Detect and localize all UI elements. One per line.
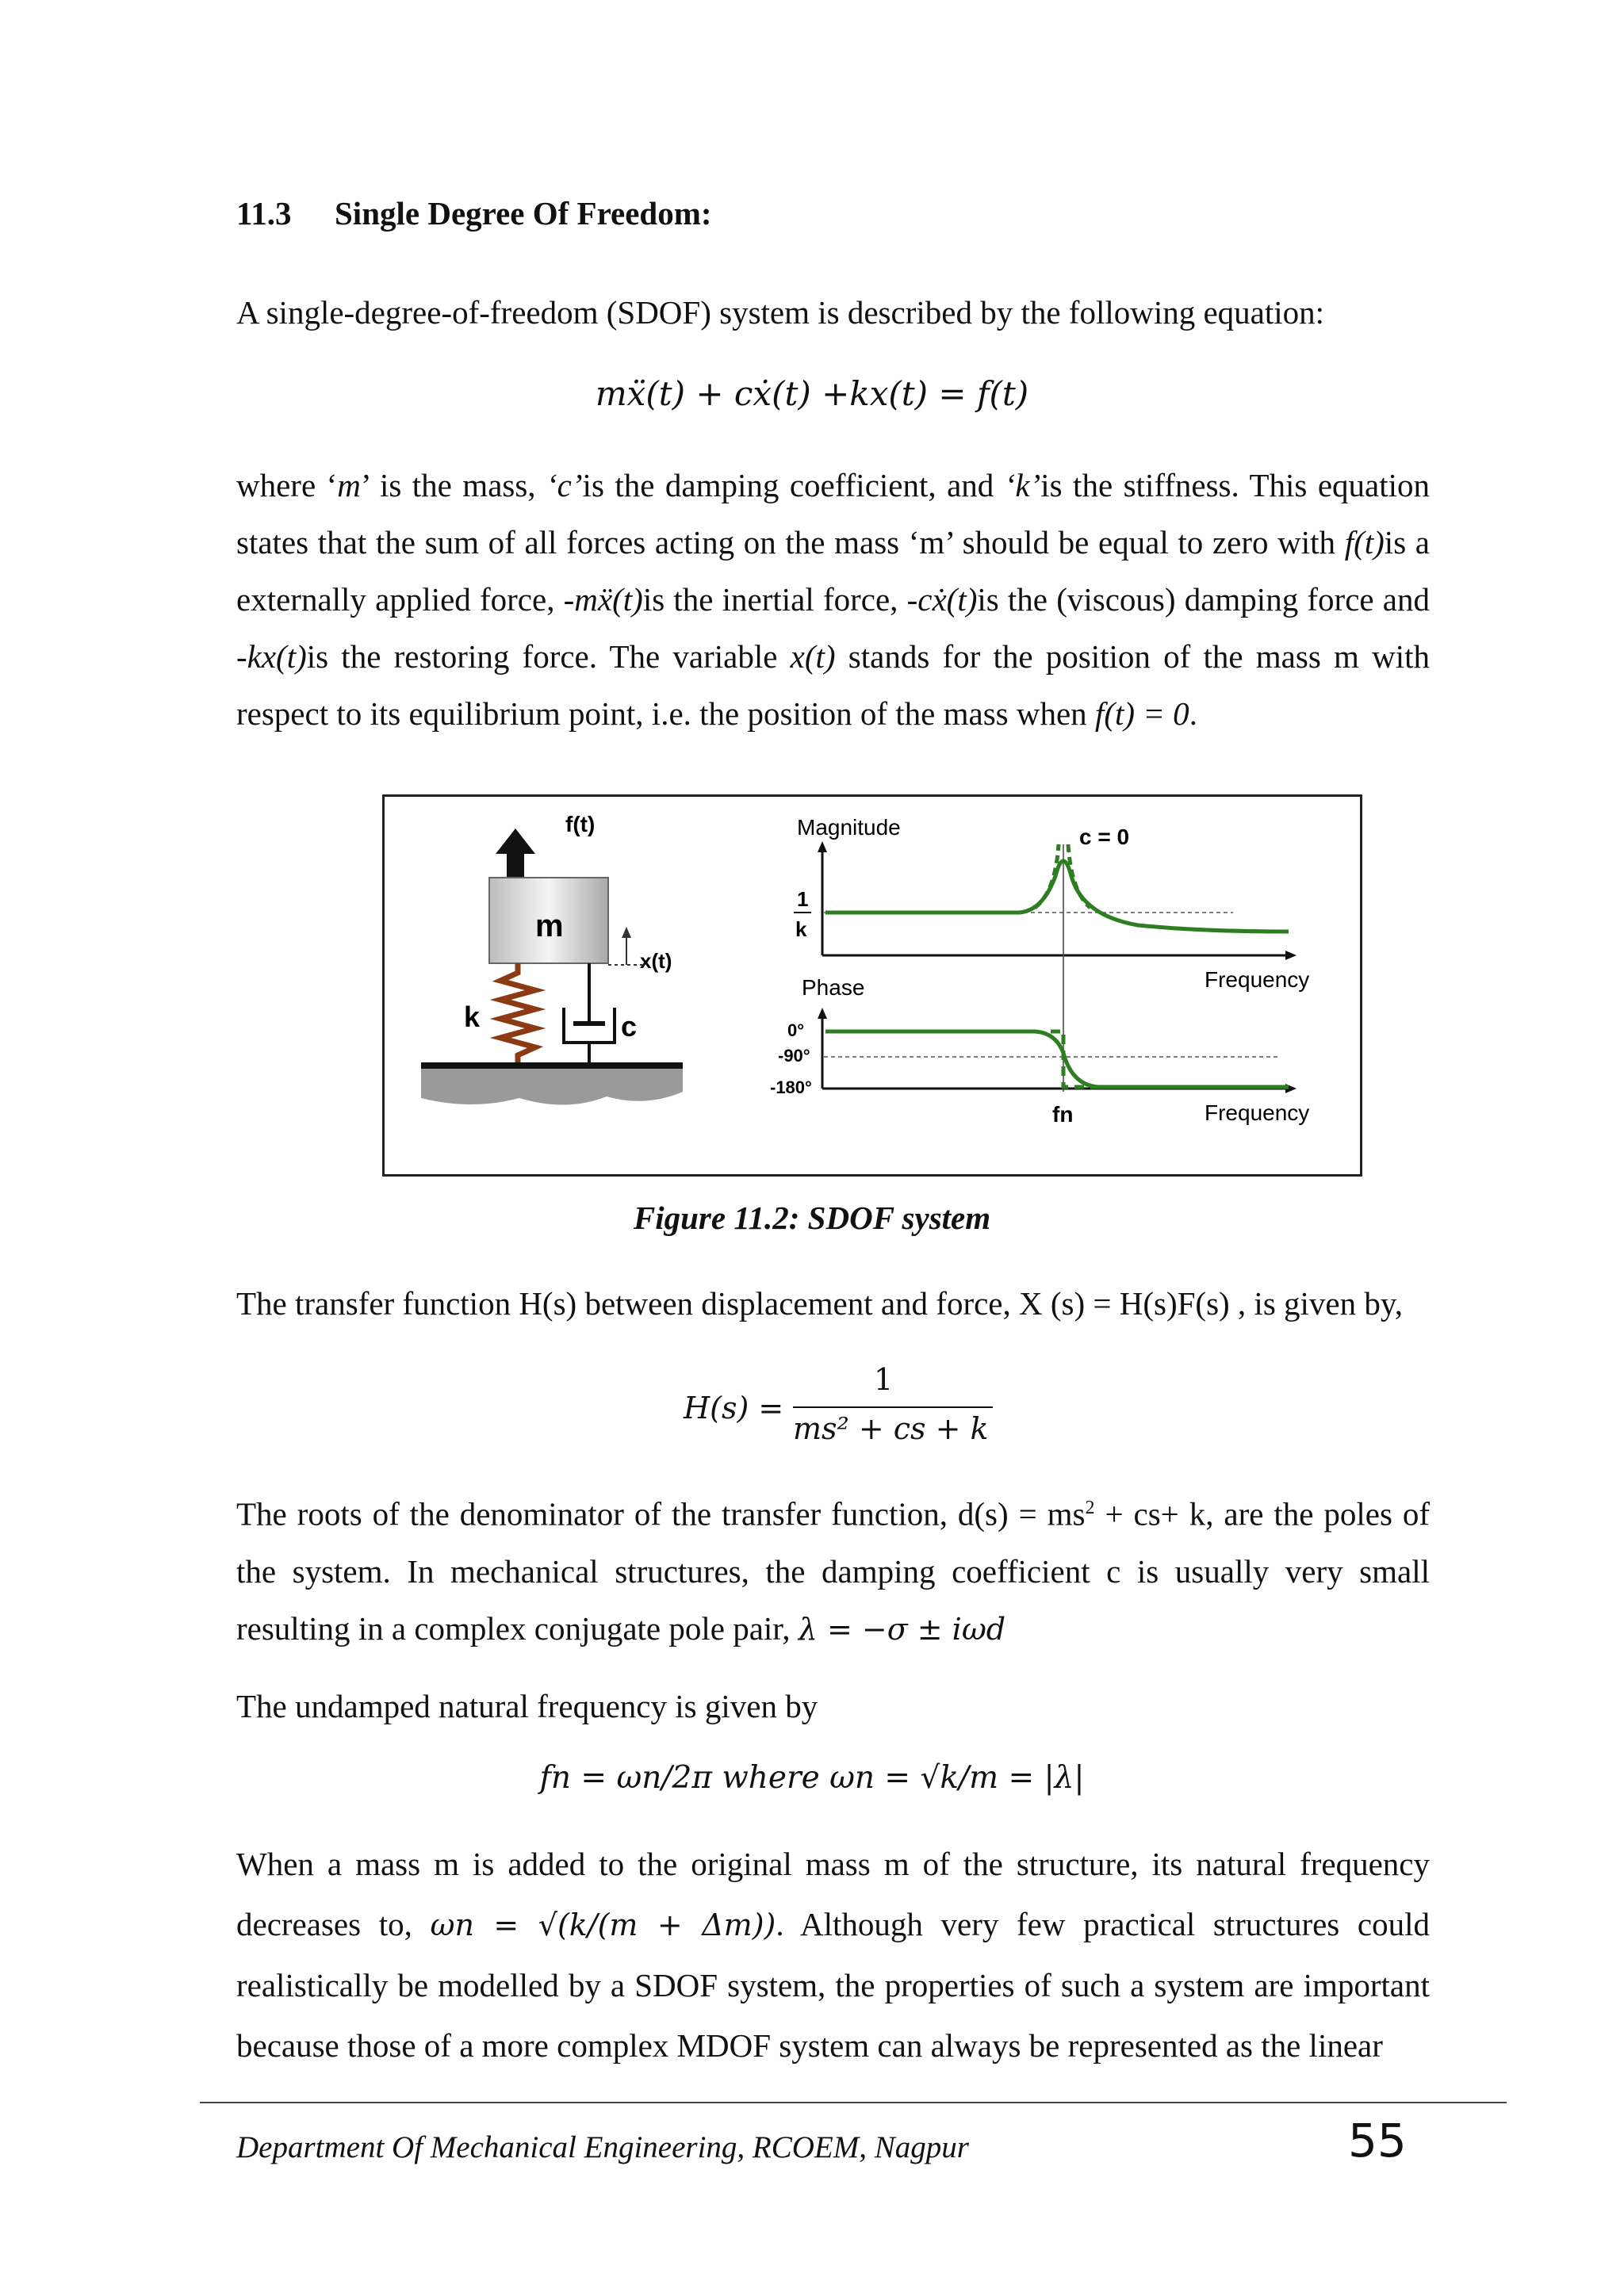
displacement-label: x(t): [640, 949, 672, 973]
paragraph-poles: The roots of the denominator of the transfer function, $d(s) = ms^2 + cs+ k$, are the poles of the system. In mechanical structures, the damping coefficient c is usually very small resulting in a complex conjugate pole pair, λ = −σ ± iωd: [236, 1495, 1431, 1647]
paragraph-forces: where ‘m’ is the mass, ‘c’is the damping coefficient, and ‘k’is the stiffness. This equation states that the sum of all forces acting on the mass ‘m’ should be equal to zero with f(t)is a externally applied force, -mẍ(t)is the inertial force, -cẋ(t)is the (viscous) damping force and -kx(t)is the restoring force. The variable x(t) stands for the position of the mass m with respect to its equilibrium point, i.e. the position of the mass when f(t) = 0.: [236, 467, 1431, 732]
section-number: 11.3: [236, 195, 292, 232]
mass-spring-damper: [421, 812, 683, 1105]
one-over-k-num: 1: [797, 887, 809, 911]
page-number: 55: [1348, 2114, 1407, 2168]
natural-frequency-equation: fn = ωn/2π where ωn = √k/m = |λ|: [539, 1760, 1085, 1796]
transfer-function: [684, 1362, 1017, 1457]
figure-drawing: [385, 797, 1360, 1174]
transfer-denominator: ms² + cs + k: [793, 1411, 989, 1446]
pole-expression: λ = −σ ± iωd: [798, 1611, 1006, 1647]
phase-label: Phase: [802, 975, 865, 1000]
fraction-bar: [793, 1406, 993, 1408]
c-zero-label: c = 0: [1079, 825, 1130, 849]
stiffness-symbol: ‘k’: [1004, 467, 1041, 503]
frequency-response: [770, 815, 1309, 1127]
phase-tick-180: -180°: [770, 1077, 812, 1097]
damper-label: c: [621, 1010, 638, 1043]
magnitude-label: Magnitude: [797, 815, 901, 840]
intro-paragraph: A single-degree-of-freedom (SDOF) system is described by the following equation:: [236, 294, 1325, 331]
force-arrow: [496, 828, 535, 878]
force-label: f(t): [565, 812, 596, 836]
damping-symbol: ‘c’: [546, 467, 583, 503]
figure-sdof: [382, 794, 1362, 1177]
spring: [500, 963, 535, 1062]
paragraph-mass-added: When a mass m is added to the original mass m of the structure, its natural frequency decreases to, ωn = √(k/(m + Δm)). Although very few practical structures could realistically be modelled by a SDOF system, the properties of such a system are important because those of a more complex MDOF system can always be represented as the linear: [236, 1846, 1430, 2064]
figure-caption: Figure 11.2: SDOF system: [633, 1200, 991, 1236]
ground-hatch: [421, 1069, 683, 1105]
one-over-k-den: k: [795, 917, 807, 941]
transfer-numerator: 1: [874, 1362, 894, 1397]
ground-line: [421, 1062, 683, 1069]
mass-label: m: [535, 909, 564, 943]
omega-expression: ωn = √(k/(m + Δm)): [430, 1908, 776, 1942]
frequency-label-bottom: Frequency: [1205, 1100, 1310, 1125]
equation-of-motion: mẍ(t) + cẋ(t) +kx(t) = f(t): [595, 374, 1029, 413]
section-title: Single Degree Of Freedom:: [335, 195, 712, 232]
mass-symbol: m: [337, 467, 361, 503]
fn-label: fn: [1052, 1102, 1074, 1127]
phase-tick-90: -90°: [778, 1046, 810, 1066]
spring-label: k: [464, 1001, 481, 1033]
footer-department: Department Of Mechanical Engineering, RCOEM, Nagpur: [236, 2130, 969, 2164]
section-heading: [236, 194, 712, 232]
frequency-label-top: Frequency: [1205, 967, 1310, 992]
undamped-intro: The undamped natural frequency is given by: [236, 1688, 818, 1724]
footer-rule: [200, 2102, 1507, 2103]
transfer-lhs: H(s) =: [684, 1391, 784, 1425]
transfer-intro: The transfer function H(s) between displacement and force, X (s) = H(s)F(s) , is given by,: [236, 1285, 1403, 1322]
phase-tick-0: 0°: [787, 1020, 805, 1040]
